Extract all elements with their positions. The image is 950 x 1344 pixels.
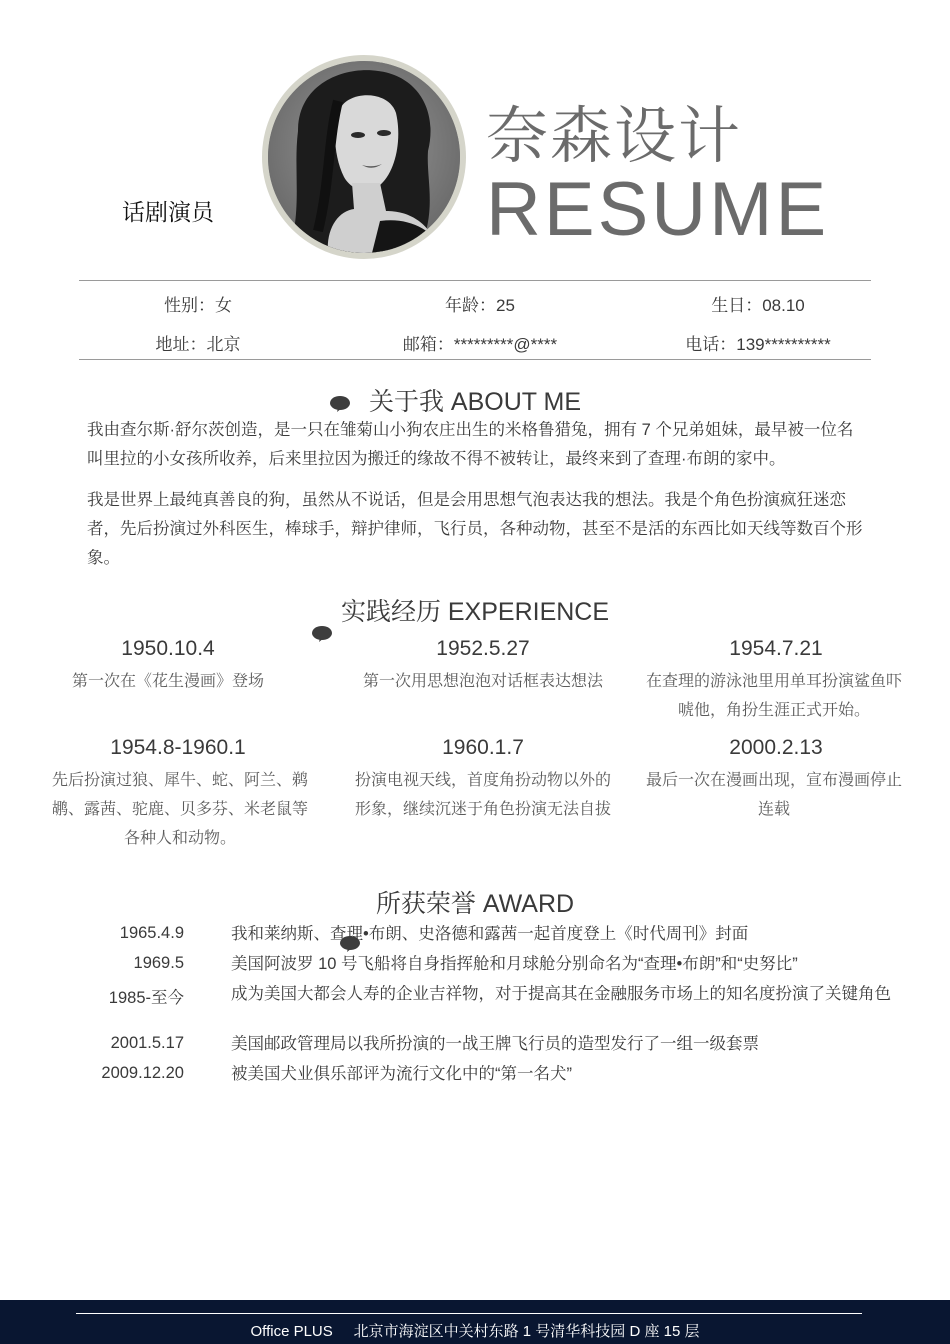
experience-date: 1954.8-1960.1: [110, 736, 246, 759]
birthday-field: 生日：08.10: [711, 296, 805, 315]
about-section-title: 关于我 ABOUT ME: [368, 388, 582, 416]
experience-date: 1950.10.4: [121, 637, 215, 660]
experience-date: 1952.5.27: [436, 637, 530, 660]
award-text: 我和莱纳斯、查理•布朗、史洛德和露茜一起首度登上《时代周刊》封面: [231, 925, 749, 943]
award-text: 美国邮政管理局以我所扮演的一战王牌飞行员的造型发行了一组一级套票: [231, 1035, 759, 1053]
experience-section-title: 实践经历 EXPERIENCE: [340, 598, 610, 626]
footer-text: Office PLUS 北京市海淀区中关村东路 1 号清华科技园 D 座 15 层: [250, 1323, 700, 1340]
award-text: 成为美国大都会人寿的企业吉祥物，对于提高其在金融服务市场上的知名度扮演了关键角色: [231, 985, 891, 1003]
about-paragraph-2: 我是世界上最纯真善良的狗，虽然从不说话，但是会用思想气泡表达我的想法。我是个角色扮演疯狂迷恋者，先后扮演过外科医生，棒球手，辩护律师，飞行员，各种动物，甚至不是活的东西比如天线等数百个形象。: [87, 491, 863, 567]
award-date: 1985-至今: [108, 989, 184, 1007]
age-field: 年龄：25: [445, 296, 515, 315]
experience-date: 2000.2.13: [729, 736, 823, 759]
about-paragraph-1: 我由查尔斯·舒尔茨创造，是一只在雏菊山小狗农庄出生的米格鲁猎兔，拥有 7 个兄弟姐妹，最早被一位名叫里拉的小女孩所收养，后来里拉因为搬迁的缘故不得不被转让，最终来到了查理·布朗的家中。: [87, 421, 854, 468]
gender-field: 性别：女: [164, 296, 232, 315]
info-bottom-divider: [79, 359, 871, 360]
resume-title: RESUME: [486, 167, 830, 252]
profile-photo: [262, 55, 466, 259]
portrait-image: [268, 61, 460, 253]
award-text: 美国阿波罗 10 号飞船将自身指挥舱和月球舱分别命名为“查理•布朗”和“史努比”: [231, 955, 798, 973]
address-field: 地址：北京: [155, 335, 241, 354]
award-date: 2009.12.20: [101, 1064, 184, 1082]
experience-description: 扮演电视天线，首度角扮动物以外的形象，继续沉迷于角色扮演无法自拔: [354, 772, 611, 818]
award-date: 1965.4.9: [119, 924, 184, 942]
award-section-title: 所获荣誉 AWARD: [375, 890, 575, 918]
experience-date: 1954.7.21: [729, 637, 823, 660]
speech-bubble-icon: [312, 626, 332, 642]
experience-date: 1960.1.7: [442, 736, 524, 759]
phone-field: 电话：139**********: [685, 335, 831, 354]
experience-description: 第一次在《花生漫画》登场: [71, 673, 264, 690]
experience-description: 在查理的游泳池里用单耳扮演鲨鱼吓唬他，角扮生涯正式开始。: [646, 673, 903, 719]
experience-description: 最后一次在漫画出现，宣布漫画停止连载: [646, 772, 903, 818]
designer-name: 奈森设计: [486, 102, 743, 171]
award-date: 1969.5: [133, 954, 184, 972]
job-title: 话剧演员: [122, 199, 214, 225]
email-field: 邮箱：*********@****: [402, 335, 558, 354]
award-text: 被美国犬业俱乐部评为流行文化中的“第一名犬”: [231, 1065, 572, 1083]
award-date: 2001.5.17: [110, 1034, 184, 1052]
experience-description: 先后扮演过狼、犀牛、蛇、阿兰、鹈鹕、露茜、驼鹿、贝多芬、米老鼠等各种人和动物。: [51, 772, 308, 847]
footer-divider: [76, 1313, 862, 1314]
info-top-divider: [79, 280, 871, 281]
experience-description: 第一次用思想泡泡对话框表达想法: [362, 673, 603, 690]
